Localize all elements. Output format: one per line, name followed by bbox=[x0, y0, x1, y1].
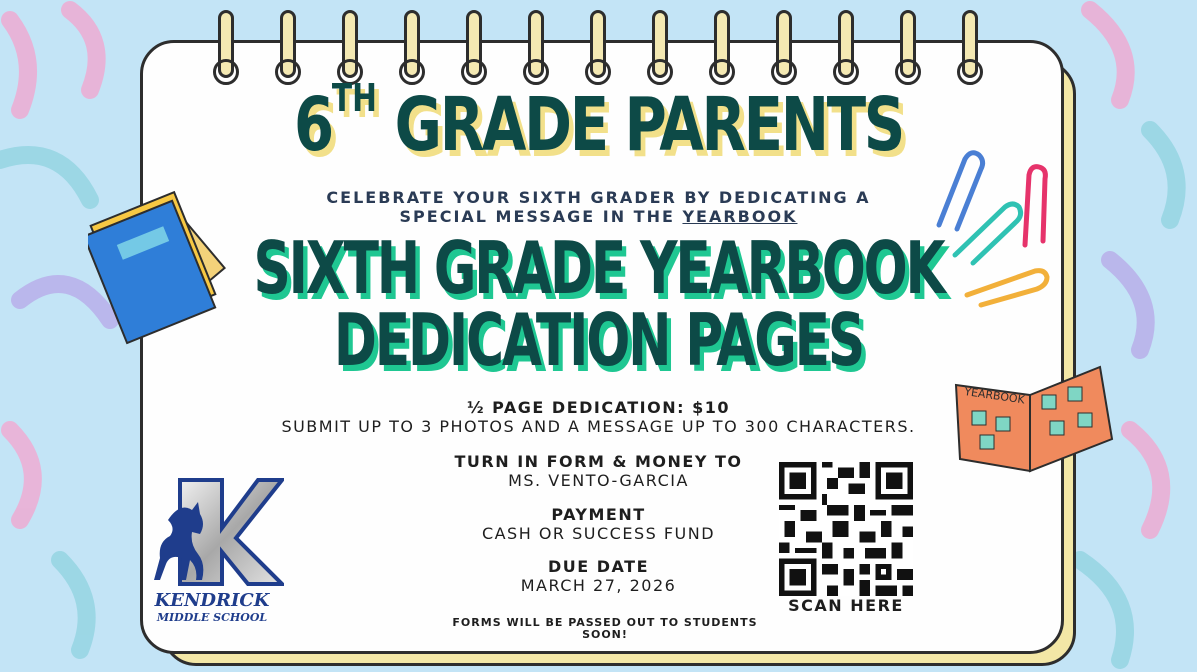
headline-number: 6 bbox=[294, 82, 332, 168]
ring-icon bbox=[900, 10, 916, 78]
payment-value: CASH OR SUCCESS FUND bbox=[481, 524, 716, 543]
logo-subname: MIDDLE SCHOOL bbox=[156, 611, 268, 624]
title-line2: DEDICATION PAGES bbox=[333, 298, 864, 382]
title-line1: SIXTH GRADE YEARBOOK bbox=[253, 226, 944, 310]
headline-superscript: TH bbox=[331, 76, 377, 120]
ring-icon bbox=[528, 10, 544, 78]
footnote: FORMS WILL BE PASSED OUT TO STUDENTS SOON! bbox=[452, 616, 758, 641]
subheadline-line2-prefix: SPECIAL MESSAGE IN THE bbox=[399, 207, 683, 226]
turn-in-label: TURN IN FORM & MONEY TO bbox=[454, 452, 743, 471]
subheadline-line1: CELEBRATE YOUR SIXTH GRADER BY DEDICATING A bbox=[326, 188, 871, 207]
due-date-value: MARCH 27, 2026 bbox=[520, 576, 677, 595]
notebook-icon bbox=[88, 175, 263, 345]
yearbook-doodle-text: YEARBOOK bbox=[963, 385, 1026, 407]
ring-icon bbox=[714, 10, 730, 78]
paperclip-icon bbox=[925, 145, 1060, 310]
ring-icon bbox=[776, 10, 792, 78]
turn-in-value: MS. VENTO-GARCIA bbox=[508, 471, 689, 490]
due-date-label: DUE DATE bbox=[547, 557, 650, 576]
ring-icon bbox=[590, 10, 606, 78]
headline-text: GRADE PARENTS bbox=[394, 82, 903, 168]
ring-icon bbox=[466, 10, 482, 78]
ring-icon bbox=[962, 10, 978, 78]
pricing-detail: SUBMIT UP TO 3 PHOTOS AND A MESSAGE UP TO 300 CHARACTERS. bbox=[281, 417, 916, 436]
scan-here-label: SCAN HERE bbox=[788, 596, 904, 615]
yearbook-link-text: YEARBOOK bbox=[682, 207, 798, 226]
ring-icon bbox=[838, 10, 854, 78]
ring-icon bbox=[218, 10, 234, 78]
title bbox=[168, 226, 1030, 382]
ring-icon bbox=[404, 10, 420, 78]
qr-code[interactable] bbox=[779, 462, 913, 596]
ring-icon bbox=[652, 10, 668, 78]
payment-label: PAYMENT bbox=[551, 505, 646, 524]
ring-icon bbox=[280, 10, 296, 78]
yearbook-icon bbox=[950, 355, 1115, 475]
logo-name: KENDRICK bbox=[154, 590, 270, 611]
pricing-label: ½ PAGE DEDICATION: $10 bbox=[467, 398, 730, 417]
ring-icon bbox=[342, 10, 358, 78]
